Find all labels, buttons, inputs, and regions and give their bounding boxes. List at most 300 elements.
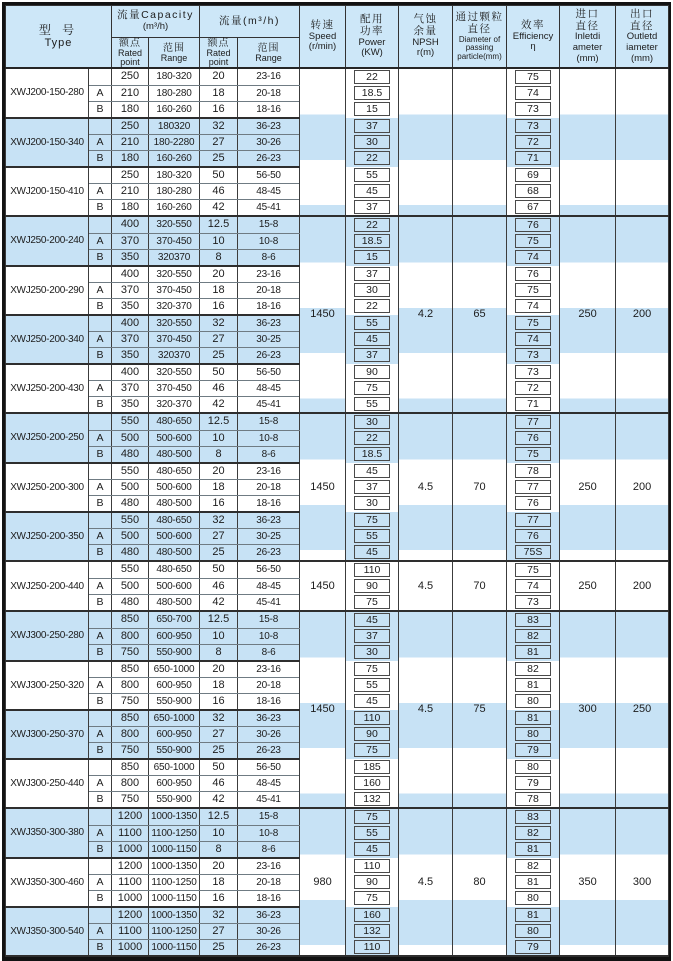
capacity-rated-cell: 1000: [112, 890, 149, 907]
variant-cell: A: [89, 775, 112, 791]
power-cell-box: 75: [354, 381, 390, 395]
efficiency-cell-box: 75: [515, 234, 551, 248]
outlet-cell: 200: [616, 561, 669, 611]
capacity-rated-cell: 400: [112, 315, 149, 332]
capacity-range-cell: 1000-1350: [149, 858, 200, 875]
capacity-range-cell: 180-320: [149, 167, 200, 184]
inlet-cell: 300: [560, 611, 616, 808]
efficiency-cell: [507, 907, 560, 924]
flow-rated-cell: 18: [200, 85, 238, 101]
flow-rated-cell: 10: [200, 233, 238, 249]
power-cell: [346, 775, 399, 791]
header-line: iameter: [626, 42, 658, 54]
power-cell: [346, 825, 399, 841]
flow-rated-cell: 10: [200, 430, 238, 446]
efficiency-cell-box: 83: [515, 613, 551, 627]
capacity-range-cell: 480-650: [149, 463, 200, 480]
power-cell: [346, 890, 399, 907]
variant-cell: B: [89, 347, 112, 364]
speed-cell: 980: [300, 808, 346, 956]
capacity-range-cell: 1100-1250: [149, 825, 200, 841]
flow-range-cell: 23-16: [238, 68, 300, 85]
efficiency-cell: [507, 101, 560, 118]
power-cell-box: 30: [354, 283, 390, 297]
flow-range-cell: 30-26: [238, 726, 300, 742]
header-line: Rated: [206, 48, 231, 59]
spec-row: [6, 611, 669, 628]
flow-range-cell: 36-23: [238, 118, 300, 135]
capacity-range-cell: 370-450: [149, 331, 200, 347]
header-line: point: [208, 57, 229, 68]
flow-range-cell: 8-6: [238, 644, 300, 661]
power-cell-box: 110: [354, 940, 390, 954]
power-cell-box: 45: [354, 184, 390, 198]
efficiency-cell-box: 76: [515, 267, 551, 281]
variant-cell: A: [89, 331, 112, 347]
power-cell: [346, 841, 399, 858]
model-name-cell: XWJ350-300-380: [6, 808, 89, 858]
flow-rated-cell: 20: [200, 858, 238, 875]
flow-rated-cell: 50: [200, 561, 238, 578]
power-cell: [346, 331, 399, 347]
efficiency-cell-box: 81: [515, 908, 551, 922]
power-cell-box: 37: [354, 119, 390, 133]
npsh-cell: [399, 68, 453, 216]
capacity-rated-cell: 180: [112, 199, 149, 216]
efficiency-cell: [507, 923, 560, 939]
flow-rated-cell: 8: [200, 446, 238, 463]
model-name-cell: XWJ200-150-340: [6, 118, 89, 167]
header-inlet: [560, 6, 616, 69]
efficiency-cell-box: 74: [515, 332, 551, 346]
efficiency-cell: [507, 167, 560, 184]
flow-range-cell: 18-16: [238, 890, 300, 907]
capacity-rated-cell: 1200: [112, 858, 149, 875]
flow-range-cell: 36-23: [238, 512, 300, 529]
efficiency-cell-box: 73: [515, 365, 551, 379]
flow-range-cell: 26-23: [238, 150, 300, 167]
power-cell-box: 110: [354, 859, 390, 873]
efficiency-cell-box: 78: [515, 792, 551, 806]
flow-range-cell: 26-23: [238, 742, 300, 759]
header-speed: [300, 6, 346, 69]
capacity-range-cell: 1000-1150: [149, 841, 200, 858]
model-name-cell: XWJ250-200-290: [6, 266, 89, 315]
capacity-rated-cell: 480: [112, 495, 149, 512]
power-cell: [346, 710, 399, 727]
capacity-rated-cell: 370: [112, 233, 149, 249]
flow-range-cell: 26-23: [238, 347, 300, 364]
header-line: 功率: [360, 24, 385, 37]
model-name-cell: XWJ300-250-280: [6, 611, 89, 661]
power-cell: [346, 759, 399, 776]
efficiency-cell: [507, 495, 560, 512]
efficiency-cell: [507, 544, 560, 561]
efficiency-cell: [507, 644, 560, 661]
flow-range-cell: 10-8: [238, 825, 300, 841]
flow-rated-cell: 12.5: [200, 808, 238, 825]
capacity-range-cell: 1000-1150: [149, 890, 200, 907]
header-line: (m³/h): [142, 21, 169, 33]
flow-rated-cell: 12.5: [200, 611, 238, 628]
header-line: Inletdi: [574, 31, 601, 43]
efficiency-cell-box: 81: [515, 678, 551, 692]
flow-range-cell: 8-6: [238, 446, 300, 463]
model-name-cell: XWJ250-200-340: [6, 315, 89, 364]
efficiency-cell-box: 76: [515, 431, 551, 445]
header-line: 通过颗粒: [455, 11, 504, 24]
flow-range-cell: 36-23: [238, 710, 300, 727]
power-cell-box: 15: [354, 102, 390, 116]
efficiency-cell: [507, 183, 560, 199]
variant-cell: A: [89, 874, 112, 890]
power-cell: [346, 495, 399, 512]
efficiency-cell-box: 72: [515, 381, 551, 395]
header-line: 进口: [575, 7, 600, 20]
efficiency-cell-box: 73: [515, 595, 551, 609]
power-cell: [346, 939, 399, 956]
efficiency-cell-box: 68: [515, 184, 551, 198]
capacity-range-cell: 600-950: [149, 775, 200, 791]
efficiency-cell: [507, 216, 560, 233]
flow-rated-cell: 8: [200, 644, 238, 661]
capacity-rated-cell: 850: [112, 611, 149, 628]
capacity-rated-cell: 850: [112, 759, 149, 776]
flow-rated-cell: 20: [200, 68, 238, 85]
pump-spec-table: [5, 5, 669, 957]
power-cell: [346, 199, 399, 216]
flow-rated-cell: 50: [200, 167, 238, 184]
flow-range-cell: 18-16: [238, 298, 300, 315]
capacity-rated-cell: 1100: [112, 874, 149, 890]
npsh-cell: 4.5: [399, 808, 453, 956]
power-cell: [346, 463, 399, 480]
power-cell-box: 160: [354, 776, 390, 790]
flow-rated-cell: 25: [200, 347, 238, 364]
power-cell: [346, 726, 399, 742]
power-cell: [346, 347, 399, 364]
power-cell: [346, 216, 399, 233]
header-flow-rated: [200, 38, 238, 69]
efficiency-cell-box: 80: [515, 727, 551, 741]
flow-rated-cell: 16: [200, 298, 238, 315]
capacity-rated-cell: 370: [112, 380, 149, 396]
power-cell: [346, 661, 399, 678]
power-cell-box: 45: [354, 613, 390, 627]
power-cell-box: 30: [354, 496, 390, 510]
model-name-cell: XWJ350-300-540: [6, 907, 89, 957]
flow-range-cell: 23-16: [238, 463, 300, 480]
power-cell: [346, 68, 399, 85]
power-cell: [346, 249, 399, 266]
flow-rated-cell: 25: [200, 150, 238, 167]
capacity-range-cell: 1000-1150: [149, 939, 200, 956]
efficiency-cell: [507, 939, 560, 956]
capacity-range-cell: 500-600: [149, 430, 200, 446]
variant-cell: A: [89, 825, 112, 841]
flow-rated-cell: 12.5: [200, 413, 238, 430]
capacity-rated-cell: 350: [112, 298, 149, 315]
efficiency-cell-box: 75: [515, 563, 551, 577]
capacity-range-cell: 550-900: [149, 693, 200, 710]
flow-range-cell: 20-18: [238, 677, 300, 693]
power-cell-box: 18.5: [354, 447, 390, 461]
power-cell: [346, 118, 399, 135]
power-cell-box: 90: [354, 579, 390, 593]
capacity-range-cell: 550-900: [149, 644, 200, 661]
power-cell: [346, 594, 399, 611]
capacity-range-cell: 500-600: [149, 479, 200, 495]
capacity-range-cell: 500-600: [149, 578, 200, 594]
flow-range-cell: 30-25: [238, 528, 300, 544]
power-cell: [346, 167, 399, 184]
flow-rated-cell: 12.5: [200, 216, 238, 233]
efficiency-cell-box: 75: [515, 316, 551, 330]
flow-rated-cell: 50: [200, 759, 238, 776]
variant-cell: [89, 907, 112, 924]
power-cell: [346, 364, 399, 381]
capacity-rated-cell: 500: [112, 528, 149, 544]
efficiency-cell-box: 78: [515, 464, 551, 478]
capacity-rated-cell: 750: [112, 693, 149, 710]
outlet-cell: 200: [616, 413, 669, 561]
npsh-cell: 4.5: [399, 413, 453, 561]
variant-cell: B: [89, 495, 112, 512]
capacity-rated-cell: 1200: [112, 907, 149, 924]
variant-cell: A: [89, 578, 112, 594]
efficiency-cell-box: 82: [515, 662, 551, 676]
variant-cell: [89, 315, 112, 332]
power-cell-box: 55: [354, 397, 390, 411]
power-cell-box: 30: [354, 645, 390, 659]
power-cell: [346, 907, 399, 924]
power-cell-box: 55: [354, 529, 390, 543]
efficiency-cell-box: 81: [515, 645, 551, 659]
capacity-rated-cell: 180: [112, 101, 149, 118]
efficiency-cell-box: 75S: [515, 545, 551, 559]
outlet-cell: 250: [616, 611, 669, 808]
flow-rated-cell: 27: [200, 528, 238, 544]
variant-cell: A: [89, 430, 112, 446]
efficiency-cell-box: 82: [515, 859, 551, 873]
flow-rated-cell: 42: [200, 396, 238, 413]
efficiency-cell: [507, 331, 560, 347]
efficiency-cell-box: 81: [515, 875, 551, 889]
efficiency-cell: [507, 726, 560, 742]
power-cell-box: 55: [354, 316, 390, 330]
efficiency-cell-box: 75: [515, 70, 551, 84]
efficiency-cell: [507, 890, 560, 907]
variant-cell: B: [89, 396, 112, 413]
efficiency-cell: [507, 233, 560, 249]
variant-cell: B: [89, 594, 112, 611]
capacity-range-cell: 320-550: [149, 266, 200, 283]
flow-rated-cell: 46: [200, 380, 238, 396]
capacity-rated-cell: 400: [112, 216, 149, 233]
efficiency-cell: [507, 380, 560, 396]
flow-rated-cell: 8: [200, 841, 238, 858]
header-line: (r/min): [308, 41, 337, 53]
header-flow-range: [238, 38, 300, 69]
power-cell-box: 90: [354, 875, 390, 889]
flow-range-cell: 30-26: [238, 923, 300, 939]
flow-range-cell: 23-16: [238, 661, 300, 678]
capacity-rated-cell: 250: [112, 118, 149, 135]
header-line: 范围: [257, 42, 280, 54]
capacity-range-cell: 160-260: [149, 199, 200, 216]
flow-rated-cell: 50: [200, 364, 238, 381]
capacity-rated-cell: 1100: [112, 923, 149, 939]
efficiency-cell-box: 81: [515, 842, 551, 856]
capacity-range-cell: 180-320: [149, 68, 200, 85]
efficiency-cell: [507, 85, 560, 101]
power-cell-box: 30: [354, 415, 390, 429]
power-cell: [346, 430, 399, 446]
capacity-rated-cell: 350: [112, 249, 149, 266]
efficiency-cell: [507, 479, 560, 495]
power-cell: [346, 512, 399, 529]
model-name-cell: XWJ300-250-370: [6, 710, 89, 759]
efficiency-cell-box: 71: [515, 151, 551, 165]
capacity-range-cell: 600-950: [149, 628, 200, 644]
power-cell-box: 37: [354, 629, 390, 643]
power-cell-box: 75: [354, 595, 390, 609]
capacity-range-cell: 650-700: [149, 611, 200, 628]
efficiency-cell-box: 73: [515, 102, 551, 116]
capacity-rated-cell: 550: [112, 561, 149, 578]
header-line: 出口: [630, 7, 655, 20]
power-cell: [346, 233, 399, 249]
outlet-cell: 300: [616, 808, 669, 956]
variant-cell: B: [89, 150, 112, 167]
efficiency-cell: [507, 791, 560, 808]
flow-range-cell: 18-16: [238, 495, 300, 512]
header-line: Range: [160, 52, 188, 63]
model-name-cell: XWJ250-200-440: [6, 561, 89, 611]
header-line: 直径: [630, 19, 655, 32]
variant-cell: B: [89, 644, 112, 661]
capacity-rated-cell: 370: [112, 331, 149, 347]
capacity-rated-cell: 550: [112, 463, 149, 480]
header-line: 直径: [467, 23, 492, 35]
flow-range-cell: 8-6: [238, 249, 300, 266]
flow-range-cell: 15-8: [238, 216, 300, 233]
capacity-range-cell: 600-950: [149, 726, 200, 742]
flow-rated-cell: 25: [200, 742, 238, 759]
power-cell-box: 45: [354, 545, 390, 559]
capacity-range-cell: 160-260: [149, 101, 200, 118]
efficiency-cell-box: 74: [515, 86, 551, 100]
efficiency-cell-box: 79: [515, 776, 551, 790]
efficiency-cell-box: 75: [515, 447, 551, 461]
power-cell: [346, 396, 399, 413]
inlet-cell: [560, 68, 616, 216]
inlet-cell: 250: [560, 413, 616, 561]
header-line: (mm): [576, 52, 599, 64]
header-line: particle(mm): [457, 51, 502, 61]
flow-range-cell: 20-18: [238, 874, 300, 890]
variant-cell: [89, 661, 112, 678]
header-power: [346, 6, 399, 69]
variant-cell: B: [89, 544, 112, 561]
capacity-rated-cell: 400: [112, 364, 149, 381]
power-cell-box: 110: [354, 711, 390, 725]
outlet-cell: 200: [616, 216, 669, 413]
capacity-range-cell: 480-500: [149, 495, 200, 512]
power-cell: [346, 446, 399, 463]
efficiency-cell: [507, 347, 560, 364]
flow-range-cell: 23-16: [238, 266, 300, 283]
power-cell: [346, 693, 399, 710]
flow-range-cell: 15-8: [238, 611, 300, 628]
efficiency-cell: [507, 512, 560, 529]
efficiency-cell: [507, 430, 560, 446]
flow-rated-cell: 27: [200, 726, 238, 742]
variant-cell: A: [89, 183, 112, 199]
efficiency-cell: [507, 611, 560, 628]
power-cell-box: 90: [354, 365, 390, 379]
capacity-rated-cell: 370: [112, 282, 149, 298]
power-cell: [346, 298, 399, 315]
model-name-cell: XWJ300-250-320: [6, 661, 89, 710]
capacity-range-cell: 320-370: [149, 298, 200, 315]
header-line: r(m): [416, 47, 435, 59]
capacity-rated-cell: 480: [112, 446, 149, 463]
variant-cell: [89, 561, 112, 578]
flow-range-cell: 20-18: [238, 282, 300, 298]
speed-cell: 1450: [300, 413, 346, 561]
header-line: Diameter of: [458, 34, 501, 44]
capacity-range-cell: 480-500: [149, 544, 200, 561]
header-line: 型 号: [38, 22, 79, 37]
pump-specification-sheet: [2, 2, 671, 961]
capacity-range-cell: 650-1000: [149, 759, 200, 776]
variant-cell: [89, 413, 112, 430]
power-cell-box: 30: [354, 135, 390, 149]
header-line: Efficiency: [512, 30, 554, 42]
power-cell-box: 45: [354, 332, 390, 346]
flow-range-cell: 36-23: [238, 907, 300, 924]
variant-cell: A: [89, 726, 112, 742]
efficiency-cell-box: 69: [515, 168, 551, 182]
particle-cell: 75: [453, 611, 507, 808]
capacity-rated-cell: 500: [112, 430, 149, 446]
variant-cell: A: [89, 923, 112, 939]
particle-cell: 80: [453, 808, 507, 956]
flow-rated-cell: 25: [200, 544, 238, 561]
efficiency-cell-box: 73: [515, 119, 551, 133]
efficiency-cell: [507, 693, 560, 710]
header-line: 效率: [521, 19, 546, 32]
flow-range-cell: 15-8: [238, 413, 300, 430]
outlet-cell: [616, 68, 669, 216]
header-line: 流量Capacity: [117, 9, 194, 22]
capacity-range-cell: 650-1000: [149, 710, 200, 727]
flow-range-cell: 36-23: [238, 315, 300, 332]
variant-cell: A: [89, 380, 112, 396]
power-cell-box: 132: [354, 924, 390, 938]
power-cell: [346, 85, 399, 101]
power-cell: [346, 380, 399, 396]
power-cell-box: 132: [354, 792, 390, 806]
variant-cell: [89, 611, 112, 628]
power-cell-box: 160: [354, 908, 390, 922]
efficiency-cell-box: 74: [515, 579, 551, 593]
flow-range-cell: 56-50: [238, 364, 300, 381]
capacity-rated-cell: 500: [112, 479, 149, 495]
efficiency-cell-box: 83: [515, 810, 551, 824]
efficiency-cell: [507, 446, 560, 463]
